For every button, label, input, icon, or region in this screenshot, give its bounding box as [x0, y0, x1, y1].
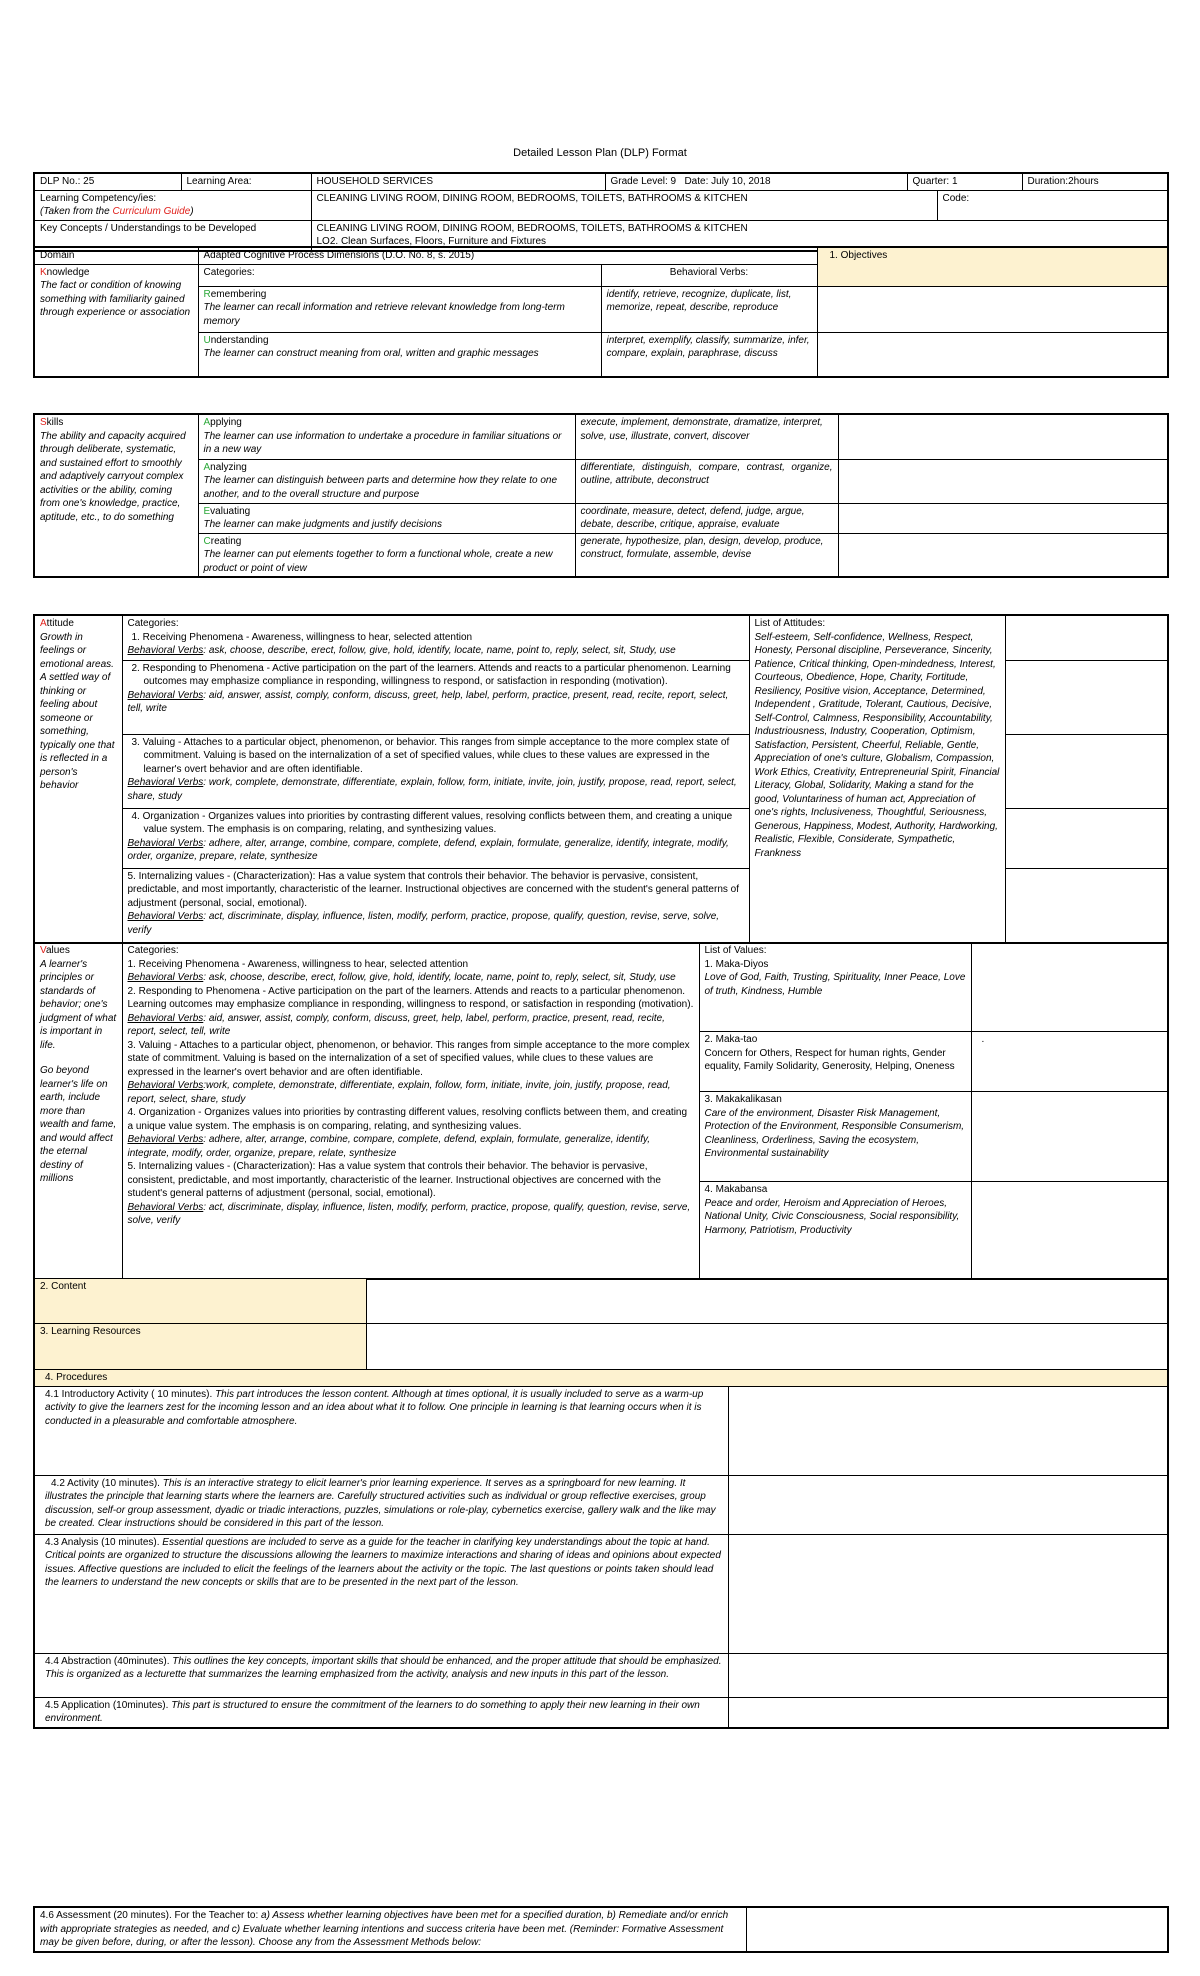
values-word: alues: [45, 945, 70, 956]
value-maka-tao-name: 2. Maka-tao: [704, 1034, 758, 1045]
procedure-activity-body: This is an interactive strategy to elicit learner's prior learning experience. It serves as a springboard for new learning. It illustrates the principle that learning starts where the learners are. Carefully structured activities such as individual or group reflective exercises, group discussion, self-or group assessment, dyadic or triadic interactions, puzzles, simulations or role-play, cybernetics exercise, gallery walk and the like may be created. Clear instructions should be considered in this part of the lesson.: [45, 1477, 716, 1529]
analyzing-word: nalyzing: [210, 461, 247, 473]
competency-value: CLEANING LIVING ROOM, DINING ROOM, BEDROOMS, TOILETS, BATHROOMS & KITCHEN: [311, 190, 937, 220]
values-categories-label: Categories:: [127, 945, 179, 956]
values-item-4-head: 4. Organization - Organizes values into priorities by contrasting different values, resolving conflicts between them, and creating a unique value system. The emphasis is on comparing, relating, and synthesizing values.: [127, 1107, 688, 1132]
procedure-activity-head: 4.2 Activity (10 minutes).: [51, 1477, 163, 1489]
attitude-item-1-verbs: : ask, choose, describe, erect, follow, give, hold, identify, locate, name, point to, reply, select, sit, Study, use: [203, 645, 676, 656]
analyzing-desc: The learner can distinguish between parts and determine how they relate to one another, and to the overall structure and purpose: [203, 475, 558, 500]
assessment-body: a) Assess whether learning objectives have been met for a specified duration, b) Remediate and/or enrich with appropriate strategies as needed, and c) Evaluate whether learning intentions and success criteria have been met. (Reminder: Formative Assessment may be given before, during, or after the lesson). Choose any from the Assessment Methods below:: [40, 1910, 729, 1948]
code-label: Code:: [937, 190, 1168, 220]
applying-desc: The learner can use information to undertake a procedure in familiar situations or in a new way: [203, 430, 562, 455]
evaluating-initial: E: [203, 505, 211, 517]
procedure-application-body: This part is structured to ensure the commitment of the learners to do something to apply their new learning in their own environment.: [45, 1699, 700, 1724]
values-item-3-verbs-label: Behavioral Verbs: [127, 1080, 204, 1091]
attitude-objective-slot-2[interactable]: [1005, 660, 1168, 734]
attitude-list-cell: [749, 615, 1005, 943]
attitude-word: ttitude: [46, 618, 74, 629]
values-item-5-verbs: : act, discriminate, display, influence, listen, modify, perform, practice, propose, qualify, question, revise, serve, solve, verify: [127, 1201, 691, 1226]
verbs-label: Behavioral Verbs:: [601, 264, 817, 286]
procedure-introductory-notes[interactable]: [728, 1386, 1168, 1475]
attitude-item-3-verbs-label: Behavioral Verbs: [127, 777, 204, 788]
values-item-2-verbs: : aid, answer, assist, comply, conform, discuss, greet, help, label, perform, practice, present, read, recite, report, select, tell, write: [127, 1012, 665, 1037]
skills-table: [33, 413, 1169, 578]
procedure-application-head: 4.5 Application (10minutes).: [45, 1699, 172, 1711]
skills-word: kills: [46, 417, 64, 428]
skills-objective-slot-2[interactable]: [838, 459, 1168, 503]
creating-word: reating: [210, 535, 242, 547]
attitude-item-5-head: 5. Internalizing values - (Characterization): Has a value system that controls their behavior. The behavior is pervasive, consistent, predictable, and most importantly, characteristic of the learner. Instructional objectives are concerned with the student's general patterns of adjustment (personal, social, emotional).: [127, 870, 739, 909]
value-maka-diyos: [699, 943, 971, 1032]
value-maka-tao-desc: Concern for Others, Respect for human rights, Gender equality, Family Solidarity, Generosity, Helping, Oneness: [704, 1047, 955, 1072]
knowledge-word: nowledge: [46, 266, 90, 278]
remembering-verbs: identify, retrieve, recognize, duplicate, list, memorize, repeat, describe, reproduce: [601, 286, 817, 332]
values-desc-2: Go beyond learner's life on earth, include more than wealth and fame, and would affect the eternal destiny of millions: [40, 1065, 117, 1184]
attitude-table: [33, 614, 1169, 944]
evaluating-verbs: coordinate, measure, detect, defend, judge, argue, debate, describe, critique, appraise, evaluate: [575, 503, 838, 533]
competency-label-cell: [34, 190, 311, 220]
content-value[interactable]: [366, 1279, 1168, 1324]
attitude-item-5-verbs: : act, discriminate, display, influence, listen, modify, perform, practice, propose, qualify, question, revise, serve, solve, verify: [127, 911, 720, 936]
value-maka-diyos-desc: Love of God, Faith, Trusting, Spirituality, Inner Peace, Love of truth, Kindness, Humble: [704, 972, 966, 997]
lesson-date: Date: July 10, 2018: [684, 176, 771, 187]
attitude-objective-slot-5[interactable]: [1005, 868, 1168, 943]
knowledge-domain-cell: [34, 264, 198, 377]
attitude-item-5: [122, 868, 749, 943]
procedure-introductory-head: 4.1 Introductory Activity ( 10 minutes).: [45, 1388, 216, 1400]
assessment-notes[interactable]: [746, 1907, 1168, 1952]
procedure-abstraction-notes[interactable]: [728, 1653, 1168, 1697]
assessment-table: [33, 1906, 1169, 1953]
attitude-objective-slot-1[interactable]: [1005, 615, 1168, 660]
value-makakalikasan-desc: Care of the environment, Disaster Risk Management, Protection of the Environment, Responsible Consumerism, Cleanliness, Orderliness, Saving the ecosystem, Environmental sustainability: [704, 1107, 965, 1159]
knowledge-table: [33, 246, 1169, 378]
procedure-activity: [34, 1475, 728, 1534]
analyzing-cell: [198, 459, 575, 503]
value-makakalikasan: [699, 1092, 971, 1182]
procedures-label: 4. Procedures: [34, 1370, 1168, 1387]
skills-desc: The ability and capacity acquired through deliberate, systematic, and sustained effort to smoothly and adaptively carryout complex activities or the ability, coming from one's knowledge, practice, aptitude, etc., to do something: [40, 430, 186, 523]
skills-objective-slot-4[interactable]: [838, 533, 1168, 577]
dlp-no: DLP No.: 25: [34, 173, 181, 190]
attitude-desc-1: Growth in feelings or emotional areas.: [40, 631, 114, 670]
attitude-item-1: [122, 615, 749, 660]
attitude-item-2-verbs: : aid, answer, assist, comply, conform, discuss, greet, help, label, perform, practice, present, read, recite, report, select, tell, write: [127, 689, 729, 714]
values-item-1-head: 1. Receiving Phenomena - Awareness, willingness to hear, selected attention: [127, 958, 469, 970]
procedure-analysis-body: Essential questions are included to serve as a guide for the teacher in clarifying key understandings about the topic at hand. Critical points are organized to structure the discussions allowing the learners to maximize interactions and sharing of ideas and opinions about expected issues. Affective questions are included to elicit the feelings of the learners about the activity or the topic. The last questions or points taken should lead the learners to understand the new concepts or skills that are to be presented in the next part of the lesson.: [45, 1536, 721, 1588]
learning-area-value: HOUSEHOLD SERVICES: [311, 173, 605, 190]
remembering-word: emembering: [210, 288, 267, 300]
learning-area-label: Learning Area:: [181, 173, 311, 190]
attitude-objective-slot-4[interactable]: [1005, 808, 1168, 868]
attitude-item-5-verbs-label: Behavioral Verbs: [127, 911, 204, 922]
header-table: [33, 172, 1169, 252]
skills-objective-slot-3[interactable]: [838, 503, 1168, 533]
objective-slot-2[interactable]: [817, 332, 1168, 377]
attitude-desc-2: A settled way of thinking or feeling about someone or something, typically one that is reflected in a person's behavior: [40, 672, 115, 791]
remembering-desc: The learner can recall information and retrieve relevant knowledge from long-term memory: [203, 302, 565, 327]
value-makabansa-desc: Peace and order, Heroism and Appreciation of Heroes, National Unity, Civic Consciousness, Social responsibility, Harmony, Patriotism, Productivity: [704, 1197, 960, 1236]
remembering-cell: [198, 286, 601, 332]
knowledge-desc: The fact or condition of knowing something with familiarity gained through experience or association: [40, 280, 191, 318]
competency-label: Learning Competency/ies:: [40, 192, 157, 204]
values-objective-slot-2[interactable]: [971, 1032, 1168, 1092]
applying-cell: [198, 414, 575, 459]
values-objective-slot-1[interactable]: [971, 943, 1168, 1032]
key-concepts-line-1: CLEANING LIVING ROOM, DINING ROOM, BEDROOMS, TOILETS, BATHROOMS & KITCHEN: [316, 222, 748, 234]
knowledge-initial: K: [40, 266, 47, 278]
procedure-activity-notes[interactable]: [728, 1475, 1168, 1534]
curriculum-guide-link: Curriculum Guide: [112, 206, 191, 217]
value-maka-tao: [699, 1032, 971, 1092]
values-item-1-verbs: : ask, choose, describe, erect, follow, give, hold, identify, locate, name, point to, reply, select, sit, Study, use: [203, 972, 676, 983]
resources-label: 3. Learning Resources: [34, 1324, 366, 1370]
skills-domain-cell: [34, 414, 198, 577]
duration: Duration:2hours: [1022, 173, 1168, 190]
skills-objective-slot-1[interactable]: [838, 414, 1168, 459]
attitude-list-label: List of Attitudes:: [754, 618, 826, 629]
attitude-domain-cell: [34, 615, 122, 943]
objectives-label: 1. Objectives: [817, 247, 1168, 286]
values-table: [33, 942, 1169, 1280]
creating-cell: [198, 533, 575, 577]
grade-level: Grade Level: 9: [610, 176, 677, 187]
understanding-verbs: interpret, exemplify, classify, summarize, infer, compare, explain, paraphrase, discuss: [601, 332, 817, 377]
analyzing-verbs: differentiate, distinguish, compare, contrast, organize, outline, attribute, deconstruct: [575, 459, 838, 503]
value-makabansa: [699, 1182, 971, 1279]
attitude-item-3: [122, 734, 749, 808]
assessment-cell: [34, 1907, 746, 1952]
creating-initial: C: [203, 535, 211, 547]
evaluating-cell: [198, 503, 575, 533]
attitude-categories-label: Categories:: [127, 618, 179, 629]
page-title: Detailed Lesson Plan (DLP) Format: [513, 147, 687, 159]
attitude-item-4-head: 4. Organization - Organizes values into priorities by contrasting different values, resolving conflicts between them, and creating a unique value system. The emphasis is on comparing, relating, and synthesizing values.: [131, 810, 733, 835]
values-categories-cell: [122, 943, 699, 1279]
assessment-head: 4.6 Assessment (20 minutes). For the Teacher to:: [40, 1910, 262, 1921]
attitude-item-4: [122, 808, 749, 868]
attitude-item-1-head: 1. Receiving Phenomena - Awareness, willingness to hear, selected attention: [131, 631, 473, 643]
values-objective-slot-3[interactable]: [971, 1092, 1168, 1182]
values-item-3-head: 3. Valuing - Attaches to a particular object, phenomenon, or behavior. This ranges from simple acceptance to the more complex state of commitment. Valuing is based on the internalization of a set of specified values, while clues to these values are expressed in the learner's overt behavior and are often identifiable.: [127, 1039, 690, 1078]
applying-initial: A: [203, 417, 211, 428]
values-item-5-verbs-label: Behavioral Verbs: [127, 1201, 204, 1213]
value-makakalikasan-name: 3. Makakalikasan: [704, 1094, 782, 1105]
understanding-cell: [198, 332, 601, 377]
competency-source: (Taken from the Curriculum Guide): [40, 206, 194, 217]
procedure-abstraction-body: This outlines the key concepts, important skills that should be enhanced, and the proper attitude that should be emphasized. This is organized as a lecturette that summarizes the learning emphasized from the activity, analysis and new inputs in this part of the lesson.: [45, 1655, 722, 1680]
understanding-word: nderstanding: [210, 334, 269, 346]
procedure-abstraction-head: 4.4 Abstraction (40minutes).: [45, 1655, 173, 1667]
values-domain-cell: [34, 943, 122, 1279]
categories-label: Categories:: [198, 264, 601, 286]
value-maka-diyos-name: 1. Maka-Diyos: [704, 958, 769, 970]
evaluating-word: valuating: [210, 505, 251, 517]
procedure-analysis-notes[interactable]: [728, 1534, 1168, 1653]
evaluating-desc: The learner can make judgments and justify decisions: [203, 519, 442, 530]
quarter: Quarter: 1: [907, 173, 1022, 190]
values-item-2-verbs-label: Behavioral Verbs: [127, 1012, 204, 1024]
creating-desc: The learner can put elements together to form a functional whole, create a new product or point of view: [203, 549, 553, 574]
attitude-item-1-verbs-label: Behavioral Verbs: [127, 645, 204, 656]
attitude-item-4-verbs: : adhere, alter, arrange, combine, compare, complete, defend, explain, formulate, generalize, identify, integrate, modify, order, organize, prepare, relate, synthesize: [127, 837, 729, 862]
values-desc-1: A learner's principles or standards of behavior; one's judgment of what is important in life.: [40, 958, 117, 1051]
values-item-5-head: 5. Internalizing values - (Characterization): Has a value system that controls their behavior. The behavior is pervasive, consistent, predictable, and most importantly, characteristic of the learner. Instructional objectives are concerned with the student's general patterns of adjustment (personal, social, emotional).: [127, 1161, 661, 1199]
understanding-initial: U: [203, 334, 211, 346]
understanding-desc: The learner can construct meaning from oral, written and graphic messages: [203, 348, 539, 359]
domain-label: Domain: [34, 247, 198, 264]
attitude-objective-slot-3[interactable]: [1005, 734, 1168, 808]
attitude-item-2-verbs-label: Behavioral Verbs: [127, 689, 204, 701]
values-item-4-verbs-label: Behavioral Verbs: [127, 1134, 204, 1145]
procedure-introductory-body: This part introduces the lesson content. Although at times optional, it is usually included to serve as a warm-up activity to give the learners zest for the incoming lesson and an idea about what it to follow. One principle in learning is that learning occurs when it is conducted in a pleasurable and comfortable atmosphere.: [45, 1388, 704, 1427]
applying-word: pplying: [210, 417, 242, 428]
skills-initial: S: [40, 417, 47, 428]
attitude-item-4-verbs-label: Behavioral Verbs: [127, 837, 204, 849]
procedure-analysis-head: 4.3 Analysis (10 minutes).: [45, 1536, 163, 1548]
values-list-label: List of Values:: [704, 945, 767, 956]
objective-slot-1[interactable]: [817, 286, 1168, 332]
values-objective-slot-4[interactable]: [971, 1182, 1168, 1279]
key-concepts-line-2: LO2. Clean Surfaces, Floors, Furniture and Fixtures: [316, 236, 547, 247]
attitude-item-3-head: 3. Valuing - Attaches to a particular object, phenomenon, or behavior. This ranges from simple acceptance to the more complex state of commitment. Valuing is based on the internalization of a set of specified values, while clues to these values are expressed in the learner's overt behavior and are often identifiable.: [131, 736, 730, 775]
resources-value[interactable]: [366, 1324, 1168, 1370]
attitude-item-2: [122, 660, 749, 734]
analyzing-initial: A: [203, 461, 211, 473]
values-item-2-head: 2. Responding to Phenomena - Active participation on the part of the learners. Attends and reacts to a particular phenomenon. Learning outcomes may emphasize compliance in responding, willingness to respond, or satisfaction in responding (motivation).: [127, 985, 694, 1010]
attitude-list: Self-esteem, Self-confidence, Wellness, Respect, Honesty, Personal discipline, Perseverance, Sincerity, Patience, Critical thinking, Open-mindedness, Interest, Courteous, Obedience, Hope, Charity, Fortitude, Resiliency, Positive vision, Acceptance, Determined, Independent , Gratitude, Tolerant, Cautious, Decisive, Self-Control, Calmness, Responsibility, Accountability, Industriousness, Industry, Cooperation, Optimism, Satisfaction, Persistent, Cheerful, Reliable, Gentle, Appreciation of one's culture, Globalism, Compassion, Work Ethics, Creativity, Entrepreneurial Spirit, Financial Literacy, Global, Solidarity, Making a stand for the good, Voluntariness of human act, Appreciation of one's rights, Inclusiveness, Thoughtful, Seriousness, Generous, Happiness, Modest, Authority, Hardworking, Realistic, Flexible, Considerate, Sympathetic, Frankness: [754, 631, 1000, 859]
procedure-application-notes[interactable]: [728, 1697, 1168, 1728]
values-note: .: [981, 1034, 985, 1045]
procedure-introductory: [34, 1386, 728, 1475]
attitude-item-2-head: 2. Responding to Phenomena - Active participation on the part of the learners. Attends and reacts to a particular phenomenon. Learning outcomes may emphasize compliance in responding, willingness to respond, or satisfaction in responding (motivation).: [131, 662, 731, 687]
creating-verbs: generate, hypothesize, plan, design, develop, produce, construct, formulate, assemble, devise: [575, 533, 838, 577]
procedure-application: [34, 1697, 728, 1728]
value-makabansa-name: 4. Makabansa: [704, 1184, 768, 1195]
dimension-label: Adapted Cognitive Process Dimensions (D.O. No. 8, s. 2015): [198, 247, 817, 264]
attitude-initial: A: [40, 618, 47, 629]
key-concepts-label: Key Concepts / Understandings to be Developed: [34, 220, 311, 251]
procedure-abstraction: [34, 1653, 728, 1697]
remembering-initial: R: [203, 288, 211, 300]
procedure-analysis: [34, 1534, 728, 1653]
values-item-1-verbs-label: Behavioral Verbs: [127, 972, 204, 983]
procedures-table: [33, 1278, 1169, 1729]
grade-date: [605, 173, 907, 190]
applying-verbs: execute, implement, demonstrate, dramatize, interpret, solve, use, illustrate, convert, discover: [575, 414, 838, 459]
values-initial: V: [40, 945, 46, 956]
values-item-4-verbs: : adhere, alter, arrange, combine, compare, complete, defend, explain, formulate, generalize, identify, integrate, modify, order, organize, prepare, relate, synthesize: [127, 1134, 651, 1159]
attitude-item-3-verbs: : work, complete, demonstrate, differentiate, explain, follow, form, initiate, invite, join, justify, propose, read, report, select, share, study: [127, 777, 737, 802]
content-label: 2. Content: [34, 1279, 366, 1324]
values-item-3-verbs: :work, complete, demonstrate, differentiate, explain, follow, form, initiate, invite, join, justify, propose, read, report, select, share, study: [127, 1080, 671, 1105]
